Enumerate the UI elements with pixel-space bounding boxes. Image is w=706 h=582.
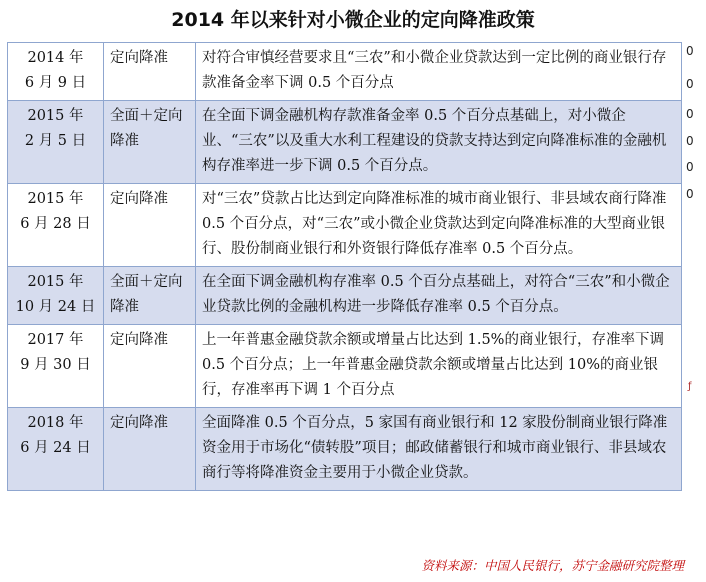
stray-mark: ƒ [688, 381, 692, 392]
policy-type-cell: 全面＋定向降准 [104, 267, 196, 325]
date-cell: 2014 年 6 月 9 日 [8, 43, 104, 101]
table-row [8, 101, 682, 184]
table-row [8, 267, 682, 325]
policy-content-cell: 在全面下调金融机构存准率 0.5 个百分点基础上，对符合“三农”和小微企业贷款比例的金融机构进一步降低存准率 0.5 个百分点。 [196, 267, 682, 325]
policy-type-cell: 定向降准 [104, 184, 196, 267]
policy-type-cell: 定向降准 [104, 43, 196, 101]
side-mark: 0 [686, 160, 694, 174]
page-title: 2014 年以来针对小微企业的定向降准政策 [171, 9, 535, 31]
table-row [8, 43, 682, 101]
policy-content-cell: 上一年普惠金融贷款余额或增量占比达到 1.5%的商业银行，存准率下调 0.5 个百分点；上一年普惠金融贷款余额或增量占比达到 10%的商业银行，存准率再下调 1 个百分点 [196, 325, 682, 408]
side-mark: 0 [686, 134, 694, 148]
policy-table [7, 42, 682, 491]
source-note: 资料来源：中国人民银行，苏宁金融研究院整理 [421, 558, 684, 573]
date-cell: 2015 年 2 月 5 日 [8, 101, 104, 184]
policy-type-cell: 定向降准 [104, 408, 196, 491]
policy-table-body [8, 43, 682, 491]
date-cell: 2015 年 6 月 28 日 [8, 184, 104, 267]
policy-content-cell: 在全面下调金融机构存款准备金率 0.5 个百分点基础上，对小微企业、“三农”以及重大水利工程建设的贷款支持达到定向降准标准的金融机构存准率进一步下调 0.5 个百分点。 [196, 101, 682, 184]
side-mark: 0 [686, 44, 694, 58]
side-mark: 0 [686, 107, 694, 121]
policy-content-cell: 对符合审慎经营要求且“三农”和小微企业贷款达到一定比例的商业银行存款准备金率下调 0.5 个百分点 [196, 43, 682, 101]
policy-content-cell: 全面降准 0.5 个百分点，5 家国有商业银行和 12 家股份制商业银行降准资金用于市场化“债转股”项目；邮政储蓄银行和城市商业银行、非县域农商行等将降准资金主要用于小微企业贷款。 [196, 408, 682, 491]
table-row [8, 184, 682, 267]
side-mark: 0 [686, 187, 694, 201]
policy-content-cell: 对“三农”贷款占比达到定向降准标准的城市商业银行、非县域农商行降准 0.5 个百分点，对“三农”或小微企业贷款达到定向降准标准的大型商业银行、股份制商业银行和外资银行降低存准率 0.5 个百分点。 [196, 184, 682, 267]
date-cell: 2017 年 9 月 30 日 [8, 325, 104, 408]
policy-type-cell: 定向降准 [104, 325, 196, 408]
table-row [8, 325, 682, 408]
policy-type-cell: 全面＋定向降准 [104, 101, 196, 184]
date-cell: 2015 年 10 月 24 日 [8, 267, 104, 325]
date-cell: 2018 年 6 月 24 日 [8, 408, 104, 491]
side-mark: 0 [686, 77, 694, 91]
table-row [8, 408, 682, 491]
